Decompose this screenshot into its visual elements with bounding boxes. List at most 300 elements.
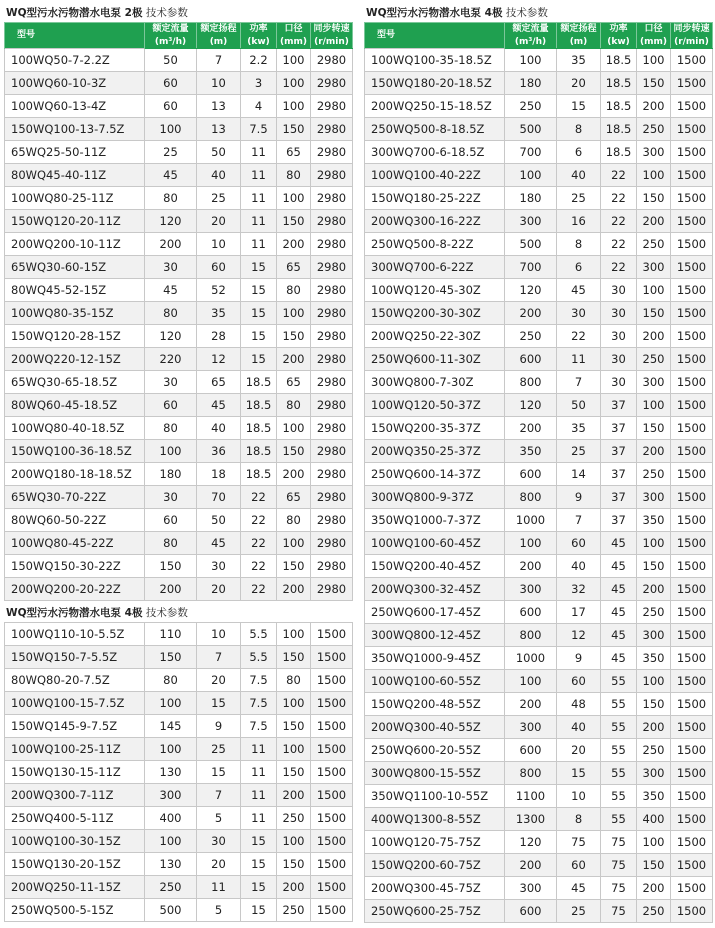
cell-model: 300WQ800-9-37Z — [365, 486, 505, 509]
cell-bore: 100 — [277, 95, 311, 118]
cell-model: 250WQ500-8-22Z — [365, 233, 505, 256]
cell-power: 22 — [241, 509, 277, 532]
cell-power: 15 — [241, 348, 277, 371]
table-4pole-b-title — [366, 6, 548, 20]
cell-bore: 300 — [637, 141, 671, 164]
cell-flow: 500 — [505, 118, 557, 141]
table-row — [5, 784, 353, 807]
cell-flow: 300 — [505, 716, 557, 739]
cell-bore: 250 — [637, 233, 671, 256]
cell-speed: 1500 — [311, 899, 353, 922]
cell-head: 17 — [557, 601, 601, 624]
cell-power: 5.5 — [241, 646, 277, 669]
cell-speed: 1500 — [671, 440, 713, 463]
cell-model: 80WQ60-50-22Z — [5, 509, 145, 532]
cell-speed: 2980 — [311, 233, 353, 256]
cell-bore: 100 — [277, 417, 311, 440]
cell-power: 55 — [601, 762, 637, 785]
cell-bore: 150 — [277, 210, 311, 233]
cell-power: 55 — [601, 739, 637, 762]
cell-head: 12 — [557, 624, 601, 647]
cell-model: 200WQ180-18-18.5Z — [5, 463, 145, 486]
table-row — [5, 440, 353, 463]
cell-power: 45 — [601, 624, 637, 647]
table-row — [5, 210, 353, 233]
cell-model: 150WQ145-9-7.5Z — [5, 715, 145, 738]
cell-bore: 250 — [277, 899, 311, 922]
cell-model: 250WQ600-17-45Z — [365, 601, 505, 624]
table-row — [5, 715, 353, 738]
table-row — [5, 279, 353, 302]
cell-speed: 1500 — [671, 716, 713, 739]
cell-head: 32 — [557, 578, 601, 601]
cell-head: 25 — [197, 738, 241, 761]
cell-model: 250WQ600-14-37Z — [365, 463, 505, 486]
cell-model: 100WQ100-30-15Z — [5, 830, 145, 853]
cell-head: 8 — [557, 233, 601, 256]
cell-head: 6 — [557, 256, 601, 279]
cell-model: 200WQ300-16-22Z — [365, 210, 505, 233]
cell-head: 28 — [197, 325, 241, 348]
cell-bore: 250 — [637, 118, 671, 141]
cell-head: 20 — [197, 578, 241, 601]
table-4pole-b-title-main: WQ型污水污物潜水电泵 4极 — [366, 7, 503, 19]
cell-power: 55 — [601, 785, 637, 808]
cell-flow: 250 — [145, 876, 197, 899]
cell-bore: 100 — [277, 623, 311, 646]
table-row — [365, 210, 713, 233]
cell-model: 250WQ500-8-18.5Z — [365, 118, 505, 141]
cell-power: 18.5 — [601, 95, 637, 118]
header-flow: 额定流量 — [145, 23, 197, 37]
cell-power: 7.5 — [241, 118, 277, 141]
cell-power: 15 — [241, 325, 277, 348]
header-power-unit: (kw) — [601, 37, 637, 49]
header-head: 额定扬程 — [557, 23, 601, 37]
cell-flow: 600 — [505, 601, 557, 624]
cell-head: 40 — [197, 417, 241, 440]
table-row — [5, 187, 353, 210]
cell-bore: 100 — [637, 831, 671, 854]
cell-model: 150WQ150-30-22Z — [5, 555, 145, 578]
table-row — [365, 739, 713, 762]
cell-bore: 80 — [277, 509, 311, 532]
cell-bore: 150 — [277, 118, 311, 141]
cell-head: 14 — [557, 463, 601, 486]
cell-head: 60 — [557, 532, 601, 555]
cell-power: 22 — [601, 164, 637, 187]
cell-bore: 100 — [277, 532, 311, 555]
cell-flow: 130 — [145, 853, 197, 876]
cell-head: 50 — [197, 141, 241, 164]
cell-head: 25 — [197, 187, 241, 210]
cell-head: 7 — [197, 784, 241, 807]
cell-speed: 1500 — [671, 210, 713, 233]
cell-model: 150WQ100-36-18.5Z — [5, 440, 145, 463]
cell-speed: 2980 — [311, 325, 353, 348]
table-2pole — [4, 22, 353, 601]
cell-power: 11 — [241, 738, 277, 761]
cell-model: 80WQ45-52-15Z — [5, 279, 145, 302]
cell-power: 5.5 — [241, 623, 277, 646]
cell-bore: 250 — [637, 348, 671, 371]
cell-flow: 800 — [505, 486, 557, 509]
cell-power: 55 — [601, 808, 637, 831]
cell-head: 8 — [557, 118, 601, 141]
cell-bore: 100 — [637, 532, 671, 555]
cell-speed: 2980 — [311, 371, 353, 394]
cell-power: 11 — [241, 761, 277, 784]
cell-head: 35 — [197, 302, 241, 325]
cell-bore: 150 — [277, 853, 311, 876]
cell-speed: 1500 — [671, 693, 713, 716]
cell-head: 36 — [197, 440, 241, 463]
cell-speed: 1500 — [671, 532, 713, 555]
header-speed: 同步转速 — [311, 23, 353, 37]
cell-head: 18 — [197, 463, 241, 486]
cell-power: 15 — [241, 279, 277, 302]
cell-power: 37 — [601, 440, 637, 463]
table-row — [365, 486, 713, 509]
cell-speed: 2980 — [311, 210, 353, 233]
cell-flow: 600 — [505, 463, 557, 486]
table-row — [365, 877, 713, 900]
cell-model: 100WQ80-45-22Z — [5, 532, 145, 555]
table-2pole-body — [5, 49, 353, 601]
cell-head: 25 — [557, 900, 601, 923]
cell-flow: 200 — [145, 233, 197, 256]
cell-flow: 120 — [145, 210, 197, 233]
cell-head: 11 — [197, 876, 241, 899]
table-row — [5, 578, 353, 601]
header-flow: 额定流量 — [505, 23, 557, 37]
cell-bore: 65 — [277, 486, 311, 509]
cell-model: 150WQ120-28-15Z — [5, 325, 145, 348]
cell-flow: 1300 — [505, 808, 557, 831]
cell-bore: 150 — [637, 693, 671, 716]
cell-speed: 1500 — [671, 555, 713, 578]
cell-flow: 100 — [145, 738, 197, 761]
cell-head: 16 — [557, 210, 601, 233]
cell-head: 11 — [557, 348, 601, 371]
cell-speed: 1500 — [671, 141, 713, 164]
cell-flow: 600 — [505, 900, 557, 923]
cell-flow: 200 — [505, 417, 557, 440]
cell-power: 15 — [241, 876, 277, 899]
table-row — [365, 371, 713, 394]
cell-head: 7 — [197, 646, 241, 669]
cell-power: 15 — [241, 899, 277, 922]
cell-speed: 1500 — [671, 647, 713, 670]
cell-power: 18.5 — [241, 463, 277, 486]
cell-flow: 60 — [145, 72, 197, 95]
table-row — [365, 118, 713, 141]
cell-speed: 2980 — [311, 463, 353, 486]
table-row — [5, 49, 353, 72]
table-row — [5, 669, 353, 692]
header-speed-unit: (r/min) — [671, 37, 713, 49]
cell-speed: 1500 — [671, 95, 713, 118]
cell-flow: 30 — [145, 256, 197, 279]
cell-head: 45 — [557, 877, 601, 900]
table-row — [5, 394, 353, 417]
table-4pole-a-title-main: WQ型污水污物潜水电泵 4极 — [6, 607, 143, 619]
cell-bore: 200 — [637, 95, 671, 118]
cell-bore: 80 — [277, 669, 311, 692]
cell-flow: 180 — [505, 187, 557, 210]
cell-head: 40 — [557, 164, 601, 187]
cell-speed: 1500 — [671, 164, 713, 187]
table-4pole-a — [4, 622, 353, 922]
table-2pole-title-main: WQ型污水污物潜水电泵 2极 — [6, 7, 143, 19]
cell-model: 200WQ350-25-37Z — [365, 440, 505, 463]
table-row — [5, 256, 353, 279]
header-model: 型号 — [5, 23, 145, 49]
cell-head: 50 — [557, 394, 601, 417]
cell-speed: 1500 — [671, 578, 713, 601]
table-row — [5, 532, 353, 555]
cell-model: 65WQ25-50-11Z — [5, 141, 145, 164]
cell-bore: 100 — [637, 49, 671, 72]
cell-head: 5 — [197, 899, 241, 922]
cell-model: 250WQ600-20-55Z — [365, 739, 505, 762]
cell-head: 20 — [197, 669, 241, 692]
cell-flow: 700 — [505, 141, 557, 164]
cell-speed: 1500 — [671, 394, 713, 417]
cell-model: 80WQ80-20-7.5Z — [5, 669, 145, 692]
cell-flow: 800 — [505, 762, 557, 785]
header-flow-unit: (m³/h) — [505, 37, 557, 49]
cell-model: 300WQ700-6-18.5Z — [365, 141, 505, 164]
table-4pole-a-title — [6, 606, 188, 620]
table-row — [365, 164, 713, 187]
cell-head: 65 — [197, 371, 241, 394]
cell-model: 100WQ80-35-15Z — [5, 302, 145, 325]
cell-flow: 800 — [505, 624, 557, 647]
cell-head: 12 — [197, 348, 241, 371]
cell-head: 15 — [197, 761, 241, 784]
cell-model: 300WQ700-6-22Z — [365, 256, 505, 279]
cell-flow: 120 — [505, 394, 557, 417]
cell-bore: 300 — [637, 486, 671, 509]
table-row — [365, 555, 713, 578]
cell-model: 300WQ800-15-55Z — [365, 762, 505, 785]
table-row — [365, 670, 713, 693]
cell-bore: 300 — [637, 762, 671, 785]
cell-model: 200WQ300-7-11Z — [5, 784, 145, 807]
header-power-unit: (kw) — [241, 37, 277, 49]
cell-model: 250WQ400-5-11Z — [5, 807, 145, 830]
table-row — [5, 417, 353, 440]
table-row — [365, 900, 713, 923]
cell-flow: 80 — [145, 417, 197, 440]
cell-bore: 150 — [277, 440, 311, 463]
cell-flow: 500 — [505, 233, 557, 256]
cell-speed: 2980 — [311, 141, 353, 164]
cell-flow: 100 — [505, 670, 557, 693]
cell-model: 100WQ100-60-45Z — [365, 532, 505, 555]
cell-head: 45 — [197, 394, 241, 417]
cell-speed: 2980 — [311, 348, 353, 371]
cell-bore: 200 — [277, 348, 311, 371]
cell-flow: 300 — [505, 877, 557, 900]
cell-bore: 150 — [637, 72, 671, 95]
cell-flow: 600 — [505, 739, 557, 762]
cell-flow: 45 — [145, 164, 197, 187]
cell-flow: 250 — [505, 95, 557, 118]
table-row — [5, 118, 353, 141]
cell-head: 13 — [197, 95, 241, 118]
cell-model: 150WQ100-13-7.5Z — [5, 118, 145, 141]
cell-speed: 2980 — [311, 532, 353, 555]
cell-head: 30 — [557, 302, 601, 325]
cell-bore: 100 — [277, 738, 311, 761]
cell-speed: 2980 — [311, 95, 353, 118]
cell-head: 7 — [557, 509, 601, 532]
cell-speed: 1500 — [671, 785, 713, 808]
cell-power: 75 — [601, 831, 637, 854]
table-row — [365, 348, 713, 371]
table-row — [365, 831, 713, 854]
cell-model: 250WQ500-5-15Z — [5, 899, 145, 922]
table-row — [5, 95, 353, 118]
cell-speed: 1500 — [671, 900, 713, 923]
cell-bore: 200 — [637, 440, 671, 463]
cell-flow: 300 — [145, 784, 197, 807]
table-row — [5, 233, 353, 256]
cell-bore: 200 — [637, 877, 671, 900]
table-row — [5, 738, 353, 761]
cell-flow: 80 — [145, 302, 197, 325]
cell-bore: 250 — [637, 739, 671, 762]
cell-model: 150WQ130-20-15Z — [5, 853, 145, 876]
cell-flow: 150 — [145, 555, 197, 578]
table-row — [365, 302, 713, 325]
cell-power: 22 — [241, 532, 277, 555]
table-row — [365, 716, 713, 739]
cell-power: 4 — [241, 95, 277, 118]
cell-flow: 100 — [145, 118, 197, 141]
table-row — [5, 830, 353, 853]
cell-model: 150WQ120-20-11Z — [5, 210, 145, 233]
cell-head: 15 — [557, 95, 601, 118]
cell-bore: 200 — [637, 325, 671, 348]
table-row — [365, 785, 713, 808]
header-bore-unit: (mm) — [637, 37, 671, 49]
cell-flow: 220 — [145, 348, 197, 371]
cell-model: 300WQ800-12-45Z — [365, 624, 505, 647]
cell-head: 10 — [197, 623, 241, 646]
cell-speed: 2980 — [311, 302, 353, 325]
cell-speed: 1500 — [671, 808, 713, 831]
cell-speed: 1500 — [671, 486, 713, 509]
table-row — [365, 440, 713, 463]
cell-bore: 150 — [277, 715, 311, 738]
cell-power: 45 — [601, 578, 637, 601]
cell-power: 55 — [601, 670, 637, 693]
cell-flow: 45 — [145, 279, 197, 302]
cell-power: 3 — [241, 72, 277, 95]
cell-bore: 80 — [277, 279, 311, 302]
cell-bore: 100 — [277, 692, 311, 715]
cell-model: 100WQ80-40-18.5Z — [5, 417, 145, 440]
table-4pole-b — [364, 22, 713, 923]
cell-model: 80WQ60-45-18.5Z — [5, 394, 145, 417]
cell-bore: 200 — [637, 716, 671, 739]
cell-bore: 150 — [277, 646, 311, 669]
cell-speed: 1500 — [311, 853, 353, 876]
cell-model: 100WQ100-60-55Z — [365, 670, 505, 693]
table-row — [5, 807, 353, 830]
cell-speed: 1500 — [311, 761, 353, 784]
cell-power: 22 — [241, 578, 277, 601]
cell-flow: 60 — [145, 394, 197, 417]
cell-model: 100WQ110-10-5.5Z — [5, 623, 145, 646]
table-row — [365, 808, 713, 831]
cell-power: 55 — [601, 693, 637, 716]
header-bore: 口径 — [277, 23, 311, 37]
cell-head: 8 — [557, 808, 601, 831]
cell-model: 65WQ30-60-15Z — [5, 256, 145, 279]
cell-model: 250WQ600-25-75Z — [365, 900, 505, 923]
cell-power: 11 — [241, 784, 277, 807]
cell-speed: 1500 — [671, 417, 713, 440]
cell-head: 52 — [197, 279, 241, 302]
cell-head: 20 — [557, 72, 601, 95]
table-row — [365, 762, 713, 785]
cell-bore: 250 — [637, 601, 671, 624]
cell-bore: 350 — [637, 509, 671, 532]
cell-model: 100WQ50-7-2.2Z — [5, 49, 145, 72]
cell-bore: 200 — [637, 578, 671, 601]
cell-power: 18.5 — [601, 118, 637, 141]
header-model: 型号 — [365, 23, 505, 49]
header-speed-unit: (r/min) — [311, 37, 353, 49]
cell-power: 18.5 — [241, 371, 277, 394]
cell-power: 30 — [601, 371, 637, 394]
table-row — [5, 692, 353, 715]
cell-bore: 100 — [637, 394, 671, 417]
cell-speed: 1500 — [311, 669, 353, 692]
table-row — [5, 853, 353, 876]
cell-model: 200WQ220-12-15Z — [5, 348, 145, 371]
cell-flow: 180 — [145, 463, 197, 486]
cell-head: 60 — [557, 670, 601, 693]
cell-power: 15 — [241, 256, 277, 279]
cell-power: 11 — [241, 210, 277, 233]
cell-speed: 1500 — [671, 187, 713, 210]
cell-head: 75 — [557, 831, 601, 854]
cell-model: 100WQ100-35-18.5Z — [365, 49, 505, 72]
table-row — [5, 509, 353, 532]
cell-speed: 1500 — [671, 463, 713, 486]
cell-model: 150WQ180-20-18.5Z — [365, 72, 505, 95]
cell-power: 22 — [601, 187, 637, 210]
table-row — [365, 95, 713, 118]
table-row — [365, 49, 713, 72]
table-row — [5, 876, 353, 899]
cell-model: 80WQ45-40-11Z — [5, 164, 145, 187]
cell-bore: 80 — [277, 394, 311, 417]
table-4pole-a-title-sub: 技术参数 — [145, 607, 188, 619]
cell-model: 150WQ200-40-45Z — [365, 555, 505, 578]
cell-power: 30 — [601, 279, 637, 302]
table-4pole-a-body — [5, 623, 353, 922]
cell-head: 6 — [557, 141, 601, 164]
cell-power: 11 — [241, 807, 277, 830]
cell-flow: 25 — [145, 141, 197, 164]
header-head: 额定扬程 — [197, 23, 241, 37]
